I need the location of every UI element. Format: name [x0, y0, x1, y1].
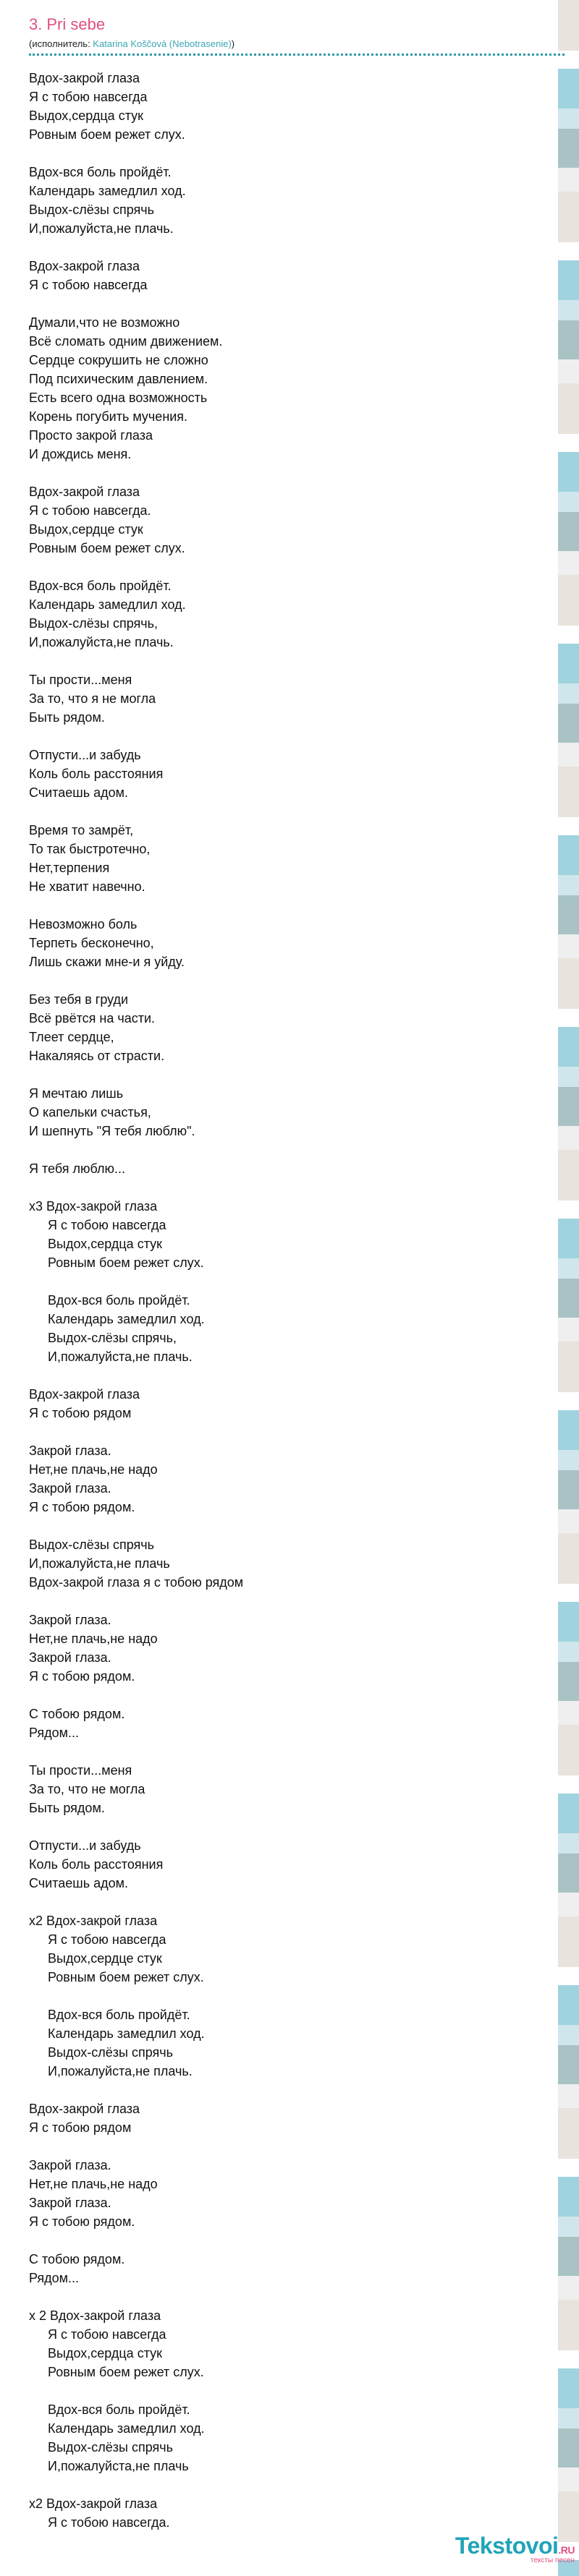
lyrics-line: Тлеет сердце, — [29, 1030, 114, 1044]
lyrics-stanza — [29, 670, 546, 727]
lyrics-stanza — [29, 1761, 546, 1817]
lyrics-line: И,пожалуйста,не плачь. — [29, 221, 174, 236]
lyrics-line: Считаешь адом. — [29, 1876, 129, 1890]
lyrics-line: С тобою рядом. — [29, 2252, 125, 2266]
performer-line — [29, 38, 546, 51]
lyrics-line: Вдох-закрой глаза я с тобою рядом — [29, 1575, 244, 1590]
artist-link[interactable]: Katarina Koščová (Nebotrasenie) — [93, 38, 232, 49]
logo-name: Tekstovoi — [455, 2533, 559, 2559]
lyrics-line: С тобою рядом. — [29, 1707, 125, 1721]
lyrics-line: Вдох-закрой глаза — [29, 71, 140, 85]
lyrics-line: Вдох-закрой глаза — [29, 485, 140, 499]
lyrics-line: Календарь замедлил ход. — [48, 2026, 205, 2041]
lyrics-line: Под психическим давлением. — [29, 372, 208, 386]
lyrics-line: Я с тобою навсегда. — [29, 503, 151, 518]
lyrics-line: Я с тобою навсегда — [48, 1218, 166, 1232]
lyrics-text — [29, 69, 546, 2532]
title-divider — [29, 54, 565, 56]
lyrics-line: x 2 Вдох-закрой глаза — [29, 2308, 161, 2323]
lyrics-line: За то, что не могла — [29, 1782, 145, 1796]
lyrics-line: И,пожалуйста,не плачь. — [48, 1349, 193, 1364]
lyrics-line: Вдох-вся боль пройдёт. — [48, 2402, 190, 2417]
lyrics-line: Быть рядом. — [29, 1801, 105, 1815]
lyrics-line: Ровным боем режет слух. — [48, 1970, 204, 1984]
lyrics-line: Я с тобою навсегда — [29, 278, 148, 292]
lyrics-stanza — [29, 990, 546, 1065]
lyrics-stanza — [29, 1441, 546, 1517]
lyrics-line: Вдох-закрой глаза — [29, 259, 140, 273]
lyrics-stanza — [29, 2099, 546, 2137]
lyrics-line: Ты прости...меня — [29, 1763, 132, 1778]
lyrics-stanza — [29, 1197, 546, 1272]
lyrics-stanza — [29, 482, 546, 558]
lyrics-line: x2 Вдох-закрой глаза — [29, 1914, 158, 1928]
site-logo[interactable] — [455, 2533, 575, 2564]
lyrics-stanza — [29, 1836, 546, 1893]
lyrics-line: Календарь замедлил ход. — [29, 184, 186, 198]
lyrics-line: Нет,не плачь,не надо — [29, 1632, 158, 1646]
lyrics-line: Лишь скажи мне-и я уйду. — [29, 955, 185, 969]
lyrics-stanza — [29, 2156, 546, 2231]
lyrics-line: За то, что я не могла — [29, 691, 156, 706]
lyrics-stanza — [29, 1159, 546, 1178]
lyrics-line: Выдох,сердца стук — [48, 2346, 163, 2360]
logo-wordmark — [455, 2533, 575, 2559]
lyrics-line: Ровным боем режет слух. — [29, 127, 185, 142]
lyrics-stanza — [29, 2400, 546, 2475]
lyrics-line: Ровным боем режет слух. — [29, 541, 185, 555]
lyrics-line: Выдох,сердце стук — [29, 522, 143, 537]
lyrics-line: Закрой глаза. — [29, 2158, 111, 2172]
song-title: Pri sebe — [46, 15, 106, 33]
lyrics-line: Я мечтаю лишь — [29, 1086, 124, 1101]
lyrics-line: Календарь замедлил ход. — [48, 2421, 205, 2436]
lyrics-stanza — [29, 915, 546, 971]
song-title-row — [29, 14, 546, 35]
lyrics-line: Я тебя люблю... — [29, 1161, 126, 1176]
lyrics-stanza — [29, 1084, 546, 1140]
lyrics-stanza — [29, 1385, 546, 1423]
lyrics-stanza — [29, 2494, 546, 2532]
lyrics-line: Всё рвётся на части. — [29, 1011, 156, 1025]
lyrics-line: Вдох-вся боль пройдёт. — [48, 2008, 190, 2022]
lyrics-line: Нет,не плачь,не надо — [29, 1462, 158, 1477]
logo-tld: .RU — [558, 2544, 575, 2556]
lyrics-line: Рядом... — [29, 2271, 80, 2285]
lyrics-line: Накаляясь от страсти. — [29, 1049, 165, 1063]
lyrics-stanza — [29, 2250, 546, 2287]
lyrics-line: Считаешь адом. — [29, 785, 129, 800]
lyrics-line: Я с тобою навсегда — [29, 90, 148, 104]
lyrics-line: Время то замрёт, — [29, 823, 134, 837]
lyrics-stanza — [29, 821, 546, 896]
lyrics-line: Закрой глаза. — [29, 1650, 111, 1665]
logo-tagline: тексты песен — [530, 2556, 575, 2564]
lyrics-line: И,пожалуйста,не плачь — [48, 2459, 189, 2473]
lyrics-line: Есть всего одна возможность — [29, 391, 208, 405]
lyrics-stanza — [29, 1705, 546, 1742]
lyrics-line: Вдох-вся боль пройдёт. — [48, 1293, 190, 1308]
lyrics-line: Я с тобою навсегда. — [48, 2515, 170, 2530]
lyrics-line: Нет,не плачь,не надо — [29, 2177, 158, 2191]
lyrics-stanza — [29, 313, 546, 464]
lyrics-line: О капельки счастья, — [29, 1105, 151, 1119]
lyrics-line: И,пожалуйста,не плачь. — [29, 635, 174, 649]
lyrics-line: Корень погубить мучения. — [29, 409, 188, 424]
lyrics-line: Коль боль расстояния — [29, 1857, 164, 1872]
lyrics-line: Вдох-закрой глаза — [29, 2102, 140, 2116]
lyrics-line: Выдох-слёзы спрячь, — [29, 616, 159, 631]
lyrics-line: Вдох-закрой глаза — [29, 1387, 140, 1402]
lyrics-line: Выдох,сердце стук — [48, 1951, 162, 1966]
lyrics-stanza — [29, 576, 546, 652]
lyrics-line: Я с тобою рядом — [29, 1406, 132, 1420]
lyrics-line: Терпеть бесконечно, — [29, 936, 154, 950]
lyrics-line: Я с тобою рядом. — [29, 1669, 135, 1684]
lyrics-line: Закрой глаза. — [29, 1613, 111, 1627]
lyrics-line: Всё сломать одним движением. — [29, 334, 223, 349]
lyrics-line: Я с тобою рядом. — [29, 1500, 135, 1514]
lyrics-line: Отпусти...и забудь — [29, 1838, 141, 1853]
lyrics-line: Выдох-слёзы спрячь — [29, 202, 155, 217]
lyrics-line: x3 Вдох-закрой глаза — [29, 1199, 158, 1214]
lyrics-line: Я с тобою навсегда — [48, 1932, 166, 1947]
lyrics-line: Быть рядом. — [29, 710, 105, 725]
lyrics-line: Закрой глаза. — [29, 1443, 111, 1458]
lyrics-line: Календарь замедлил ход. — [48, 1312, 205, 1326]
lyrics-line: То так быстротечно, — [29, 842, 151, 856]
performer-prefix: (исполнитель: — [29, 38, 93, 49]
lyrics-line: Выдох-слёзы спрячь — [48, 2045, 174, 2060]
lyrics-line: Выдох,сердца стук — [48, 1237, 163, 1251]
lyrics-line: Без тебя в груди — [29, 992, 129, 1007]
lyrics-line: Рядом... — [29, 1726, 80, 1740]
lyrics-line: Выдох-слёзы спрячь — [48, 2440, 174, 2455]
lyrics-line: Невозможно боль — [29, 917, 138, 931]
lyrics-line: И,пожалуйста,не плачь — [29, 1556, 170, 1571]
lyrics-stanza — [29, 2005, 546, 2081]
lyrics-stanza — [29, 1911, 546, 1987]
lyrics-stanza — [29, 1535, 546, 1592]
lyrics-line: x2 Вдох-закрой глаза — [29, 2496, 158, 2511]
lyrics-line: Думали,что не возможно — [29, 315, 180, 330]
lyrics-stanza — [29, 1291, 546, 1366]
lyrics-line: Календарь замедлил ход. — [29, 597, 186, 612]
lyrics-line: Отпусти...и забудь — [29, 748, 141, 762]
lyrics-line: Выдох,сердца стук — [29, 108, 144, 123]
lyrics-line: Ровным боем режет слух. — [48, 1255, 204, 1270]
lyrics-stanza — [29, 257, 546, 294]
performer-suffix: ) — [231, 38, 235, 49]
lyrics-stanza — [29, 1611, 546, 1686]
lyrics-stanza — [29, 2306, 546, 2381]
lyrics-line: Просто закрой глаза — [29, 428, 153, 443]
lyrics-stanza — [29, 163, 546, 238]
lyrics-line: Ровным боем режет слух. — [48, 2365, 204, 2379]
lyrics-line: Вдох-вся боль пройдёт. — [29, 579, 172, 593]
lyrics-line: Я с тобою навсегда — [48, 2327, 166, 2342]
lyrics-stanza — [29, 69, 546, 144]
lyrics-line: Коль боль расстояния — [29, 767, 164, 781]
lyrics-line: Я с тобою рядом. — [29, 2214, 135, 2229]
lyrics-line: Сердце сокрушить не сложно — [29, 353, 208, 367]
lyrics-line: И,пожалуйста,не плачь. — [48, 2064, 193, 2078]
song-number: 3. — [29, 15, 43, 33]
lyrics-line: Выдох-слёзы спрячь, — [48, 1331, 177, 1345]
lyrics-line: Я с тобою рядом — [29, 2120, 132, 2135]
lyrics-line: И шепнуть "Я тебя люблю". — [29, 1124, 195, 1138]
lyrics-line: Закрой глаза. — [29, 1481, 111, 1496]
lyrics-line: Закрой глаза. — [29, 2196, 111, 2210]
lyrics-line: Выдох-слёзы спрячь — [29, 1538, 155, 1552]
lyrics-line: И дождись меня. — [29, 447, 132, 461]
lyrics-line: Не хватит навечно. — [29, 879, 145, 894]
lyrics-line: Ты прости...меня — [29, 673, 132, 687]
lyrics-stanza — [29, 746, 546, 802]
lyrics-line: Нет,терпения — [29, 861, 110, 875]
lyrics-line: Вдох-вся боль пройдёт. — [29, 165, 172, 179]
